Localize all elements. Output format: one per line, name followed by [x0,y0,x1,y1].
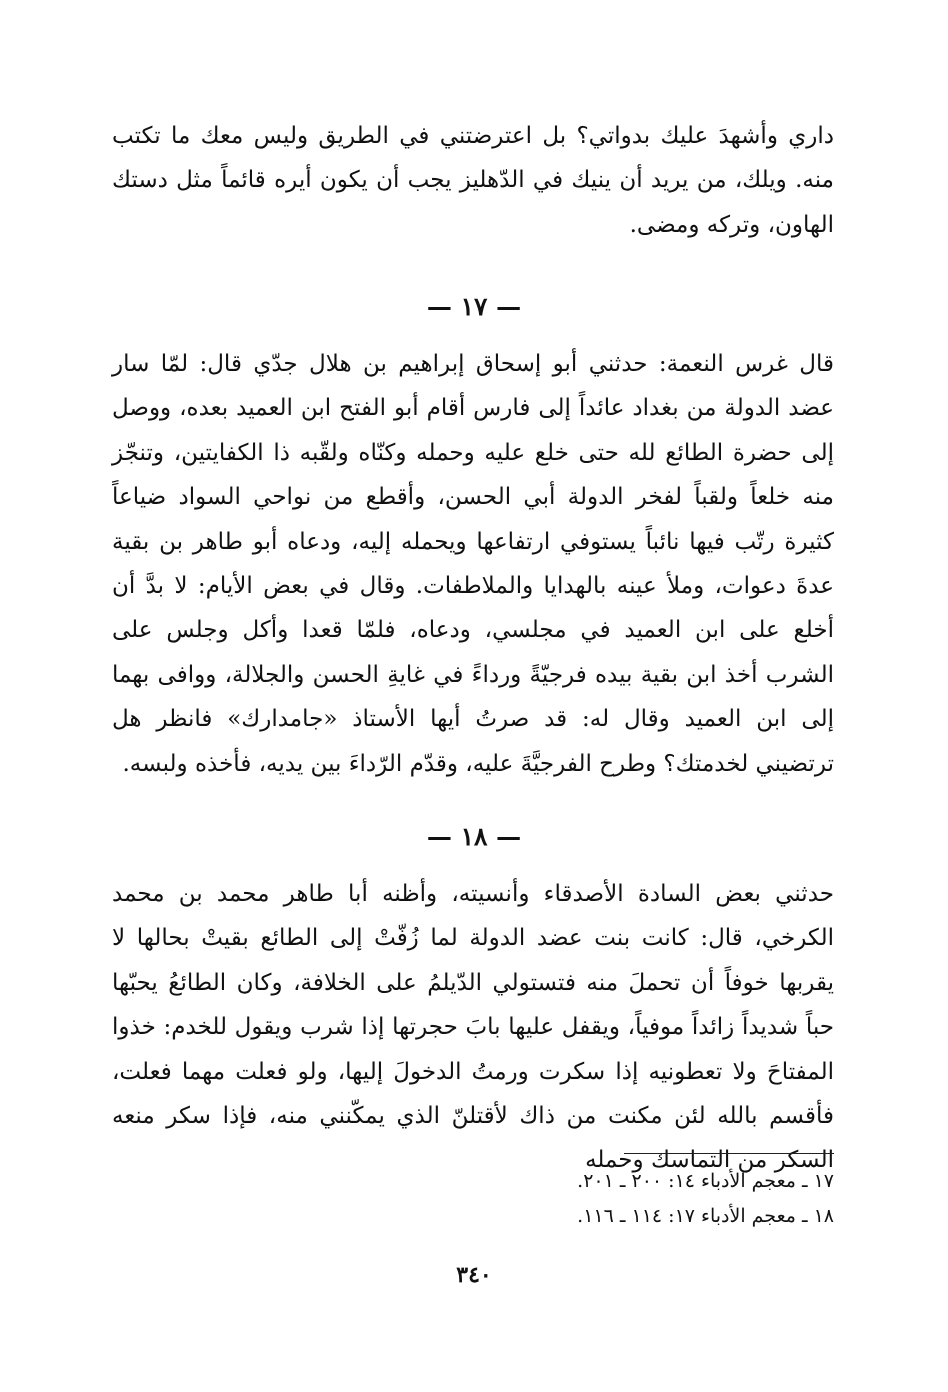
section-17-number: — ١٧ — [426,292,522,321]
page-number: ٣٤٠ [456,1262,492,1288]
section-17-paragraph: قال غرس النعمة: حدثني أبو إسحاق إبراهيم بن هلال جدّي قال: لمّا سار عضد الدولة من بغداد عائداً إلى فارس أقام أبو الفتح ابن العميد بعده، ووصل إلى حضرة الطائع لله حتى خلع عليه وحمله وكنّاه ولقّبه ذا الكفايتين، وتنجّز منه خلعاً ولقباً لفخر الدولة أبي الحسن، وأقطع من نواحي السواد ضياعاً كثيرة رتّب فيها نائباً يستوفي ارتفاعها ويحمله إليه، ودعاه أبو طاهر بن بقية عدةَ دعوات، وملأ عينه بالهدايا والملاطفات. وقال في بعض الأيام: لا بدَّ أن أخلع على ابن العميد في مجلسي، ودعاه، فلمّا قعدا وأكل وجلس على الشرب أخذ ابن بقية بيده فرجيّةً ورداءً في غايةِ الحسن والجلالة، ووافى بهما إلى ابن العميد وقال له: قد صرتُ أيها الأستاذ «جامدارك» فانظر هل ترتضيني لخدمتك؟ وطرح الفرجيَّةَ عليه، وقدّم الرّداءَ بين يديه، فأخذه ولبسه. [112,351,834,777]
opening-paragraph: داري وأشهدَ عليك بدواتي؟ بل اعترضتني في الطريق وليس معك ما تكتب منه. ويلك، من يريد أن ينيك في الدّهليز يجب أن يكون أيره قائماً مثل دستك الهاون، وتركه ومضى. [112,123,834,238]
section-17-block [112,342,834,786]
section-18-number: — ١٨ — [426,822,522,851]
footnote-17: ١٧ ـ معجم الأدباء ١٤: ٢٠٠ ـ ٢٠١. [577,1170,834,1192]
footnote-18: ١٨ ـ معجم الأدباء ١٧: ١١٤ ـ ١١٦. [577,1205,834,1227]
section-18-paragraph: حدثني بعض السادة الأصدقاء وأنسيته، وأظنه أبا طاهر محمد بن محمد الكرخي، قال: كانت بنت عضد الدولة لما زُفّتْ إلى الطائع بقيتْ بحالها لا يقربها خوفاً أن تحملَ منه فتستولي الدّيلمُ على الخلافة، وكان الطائعُ يحبّها حباً شديداً زائداً موفياً، ويقفل عليها بابَ حجرتها إذا شرب ويقول للخدم: خذوا المفتاحَ ولا تعطونيه إذا سكرت ورمتُ الدخولَ إليها، ولو فعلت مهما فعلت، فأقسم بالله لئن مكنت من ذاك لأقتلنّ الذي يمكّنني منه، فإذا سكر منعه السكر من التماسك وحمله [112,881,834,1174]
footnote-separator [624,1153,834,1154]
footnotes [400,1164,834,1234]
opening-paragraph-block [112,114,834,247]
section-18-block [112,872,834,1183]
